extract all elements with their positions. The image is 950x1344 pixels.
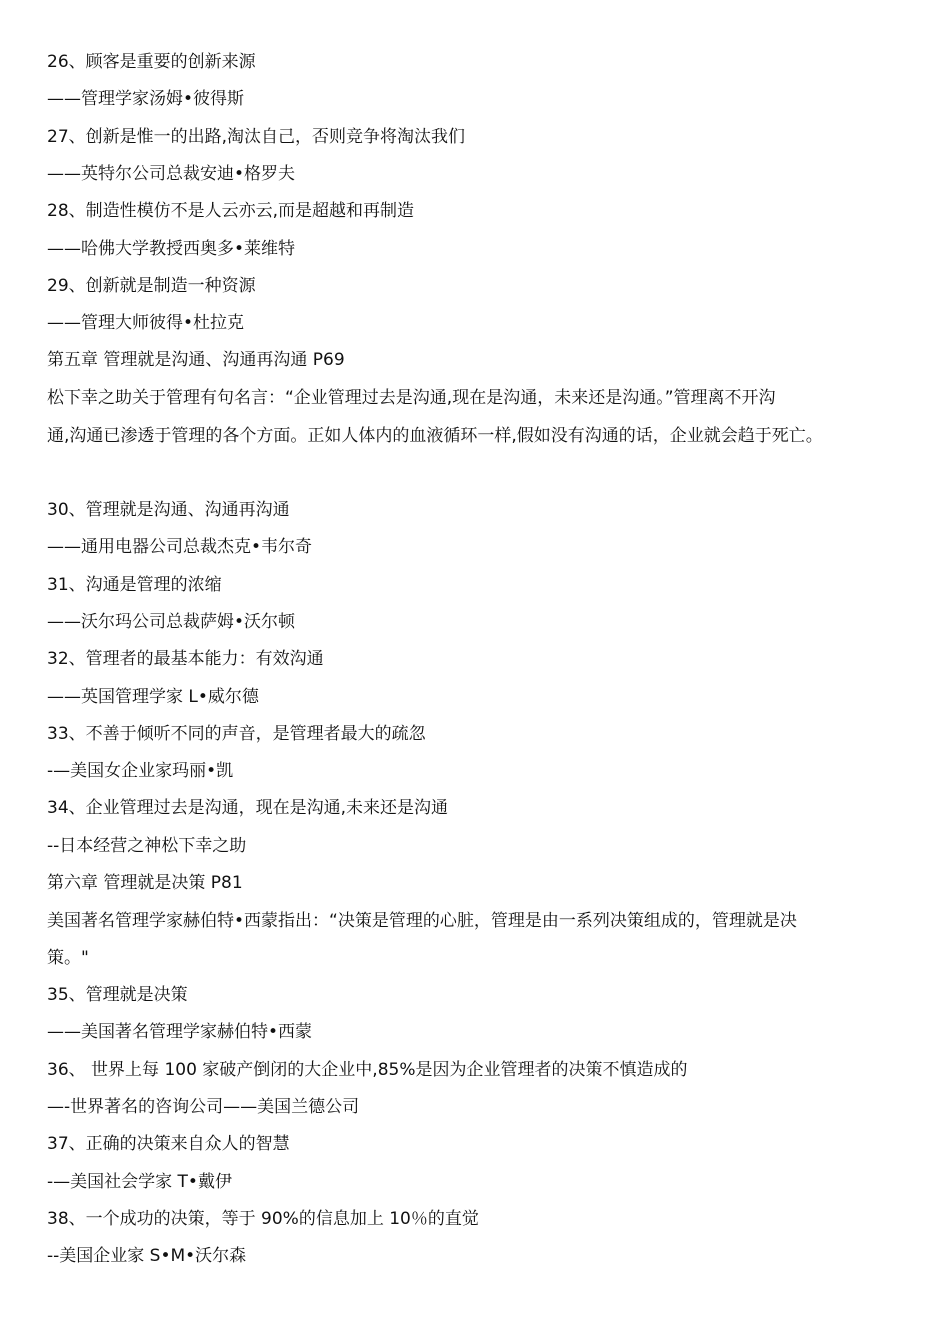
quote-35-author: ——美国著名管理学家赫伯特•西蒙 [47, 1022, 313, 1042]
quote-31: 31、沟通是管理的浓缩 [47, 575, 222, 595]
chapter-5-intro-line-2: 通,沟通已渗透于管理的各个方面。正如人体内的血液循环一样,假如没有沟通的话，企业就会趋于死亡。 [47, 426, 823, 446]
quote-38: 38、一个成功的决策，等于 90%的信息加上 10％的直觉 [47, 1209, 479, 1229]
quote-32: 32、管理者的最基本能力：有效沟通 [47, 649, 324, 669]
quote-29-author: ——管理大师彼得•杜拉克 [47, 313, 245, 333]
quote-27: 27、创新是惟一的出路,淘汰自己，否则竞争将淘汰我们 [47, 127, 466, 147]
quote-36-author: —-世界著名的咨询公司——美国兰德公司 [47, 1097, 360, 1117]
quote-34-author: --日本经营之神松下幸之助 [47, 836, 247, 856]
chapter-5-intro-line-1: 松下幸之助关于管理有句名言：“企业管理过去是沟通,现在是沟通，未来还是沟通。”管理离不开沟 [47, 388, 776, 408]
chapter-6-heading: 第六章 管理就是决策 P81 [47, 873, 243, 893]
quote-30: 30、管理就是沟通、沟通再沟通 [47, 500, 290, 520]
quote-28: 28、制造性模仿不是人云亦云,而是超越和再制造 [47, 201, 415, 221]
quote-32-author: ——英国管理学家 L•威尔德 [47, 687, 259, 707]
chapter-6-intro-line-1: 美国著名管理学家赫伯特•西蒙指出：“决策是管理的心脏，管理是由一系列决策组成的，管理就是决 [47, 911, 797, 931]
quote-26-author: ——管理学家汤姆•彼得斯 [47, 89, 245, 109]
quote-35: 35、管理就是决策 [47, 985, 188, 1005]
quote-34: 34、企业管理过去是沟通，现在是沟通,未来还是沟通 [47, 798, 449, 818]
quote-37-author: -—美国社会学家 T•戴伊 [47, 1172, 232, 1192]
quote-30-author: ——通用电器公司总裁杰克•韦尔奇 [47, 537, 313, 557]
quote-33: 33、不善于倾听不同的声音，是管理者最大的疏忽 [47, 724, 426, 744]
quote-38-author: --美国企业家 S•M•沃尔森 [47, 1246, 247, 1266]
quote-36: 36、 世界上每 100 家破产倒闭的大企业中,85%是因为企业管理者的决策不慎造成的 [47, 1060, 688, 1080]
chapter-5-heading: 第五章 管理就是沟通、沟通再沟通 P69 [47, 350, 345, 370]
quote-26: 26、顾客是重要的创新来源 [47, 52, 256, 72]
quote-27-author: ——英特尔公司总裁安迪•格罗夫 [47, 164, 296, 184]
quote-29: 29、创新就是制造一种资源 [47, 276, 256, 296]
quote-37: 37、正确的决策来自众人的智慧 [47, 1134, 290, 1154]
quote-28-author: ——哈佛大学教授西奥多•莱维特 [47, 239, 296, 259]
quote-33-author: -—美国女企业家玛丽•凯 [47, 761, 234, 781]
chapter-6-intro-line-2: 策。" [47, 948, 89, 968]
quote-31-author: ——沃尔玛公司总裁萨姆•沃尔顿 [47, 612, 296, 632]
